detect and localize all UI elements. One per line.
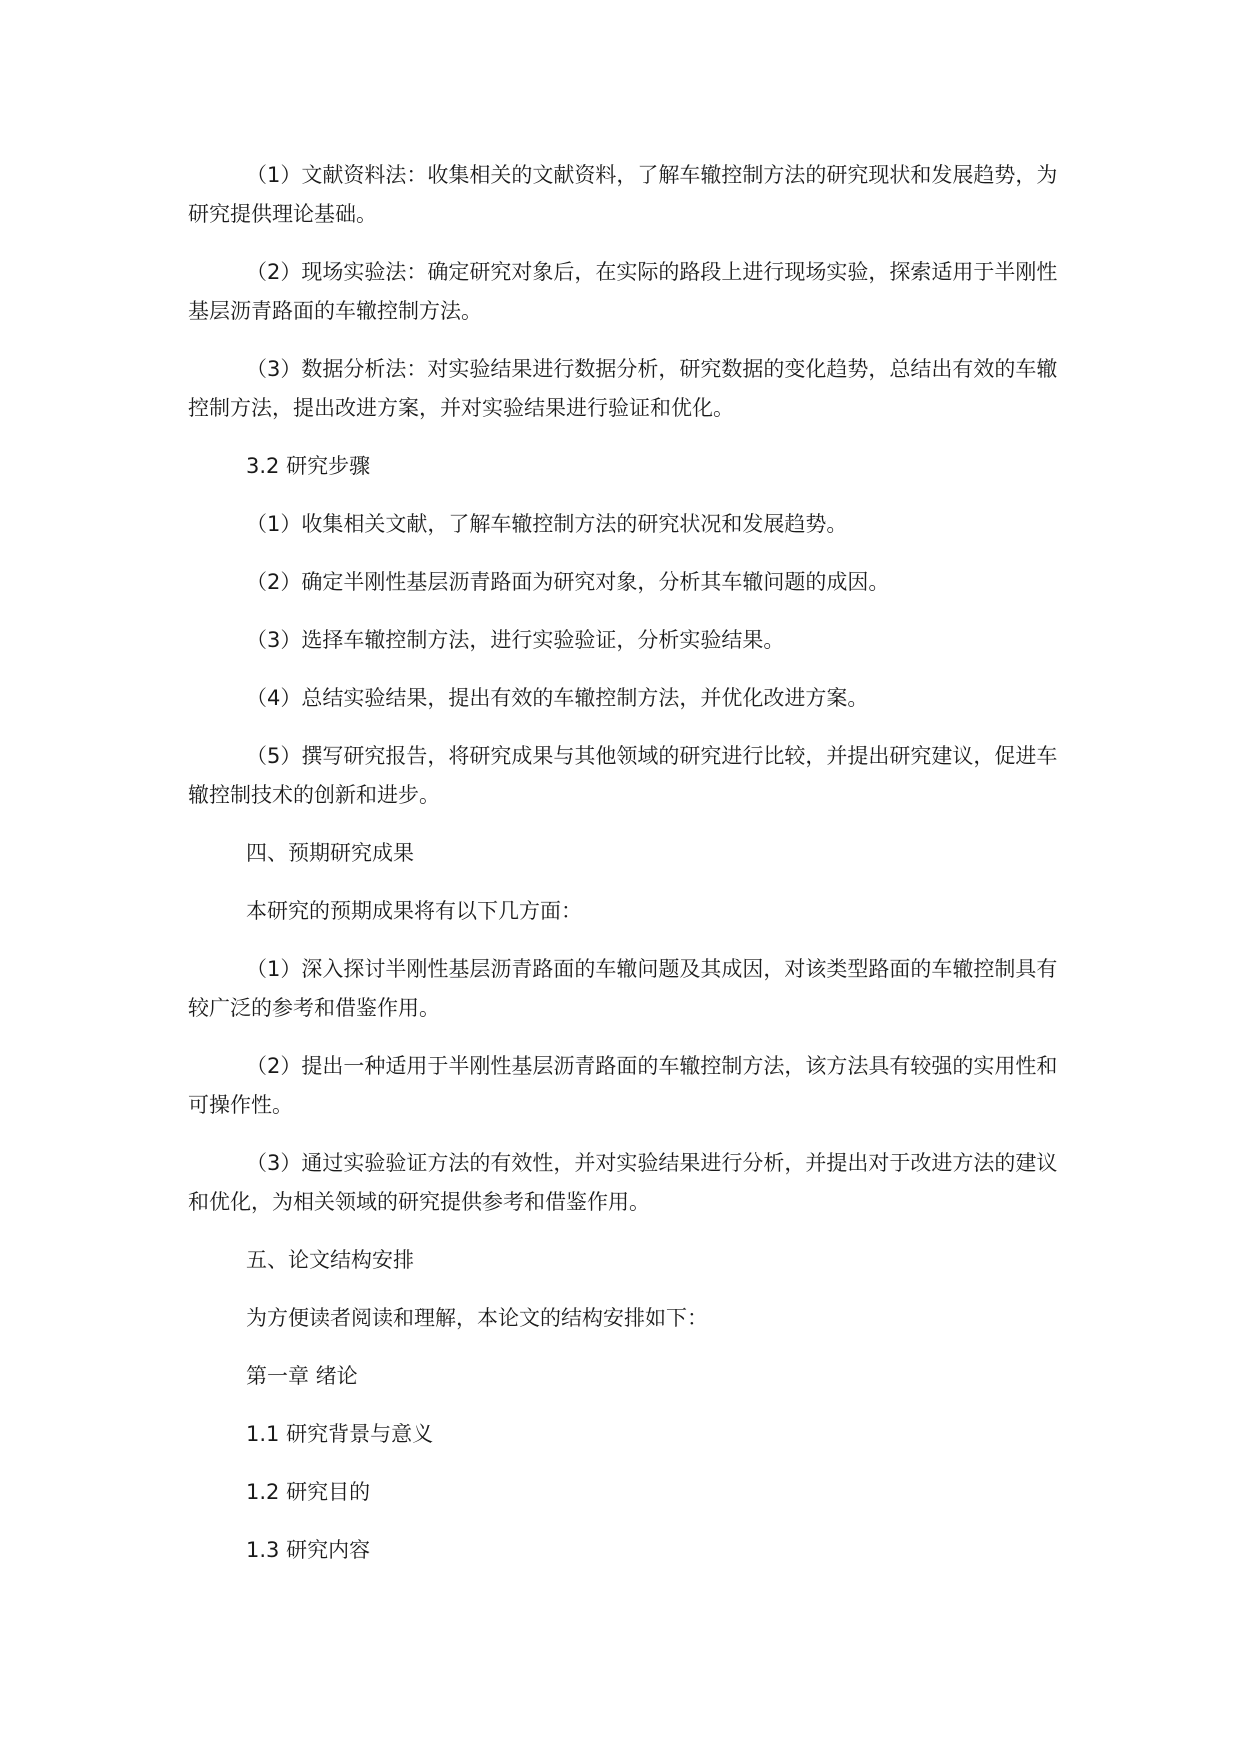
method-field-experiment-paragraph: （2）现场实验法：确定研究对象后，在实际的路段上进行现场实验，探索适用于半刚性基层沥青路面的车辙控制方法。 bbox=[188, 260, 1058, 323]
expected-results-intro: 本研究的预期成果将有以下几方面： bbox=[246, 899, 582, 923]
chapter-1-title: 第一章 绪论 bbox=[246, 1364, 358, 1388]
step-2-paragraph: （2）确定半刚性基层沥青路面为研究对象，分析其车辙问题的成因。 bbox=[246, 570, 890, 594]
method-literature-paragraph: （1）文献资料法：收集相关的文献资料，了解车辙控制方法的研究现状和发展趋势，为研究提供理论基础。 bbox=[188, 163, 1058, 226]
step-4-paragraph: （4）总结实验结果，提出有效的车辙控制方法，并优化改进方案。 bbox=[246, 686, 869, 710]
step-5-paragraph: （5）撰写研究报告，将研究成果与其他领域的研究进行比较，并提出研究建议，促进车辙控制技术的创新和进步。 bbox=[188, 744, 1058, 807]
expected-result-2-paragraph: （2）提出一种适用于半刚性基层沥青路面的车辙控制方法，该方法具有较强的实用性和可操作性。 bbox=[188, 1054, 1058, 1117]
expected-result-1-paragraph: （1）深入探讨半刚性基层沥青路面的车辙问题及其成因，对该类型路面的车辙控制具有较广泛的参考和借鉴作用。 bbox=[188, 957, 1058, 1020]
method-data-analysis-paragraph: （3）数据分析法：对实验结果进行数据分析，研究数据的变化趋势，总结出有效的车辙控制方法，提出改进方案，并对实验结果进行验证和优化。 bbox=[188, 357, 1058, 420]
section-1-3-title: 1.3 研究内容 bbox=[246, 1538, 371, 1562]
expected-result-3-paragraph: （3）通过实验验证方法的有效性，并对实验结果进行分析，并提出对于改进方法的建议和优化，为相关领域的研究提供参考和借鉴作用。 bbox=[188, 1151, 1058, 1214]
step-1-paragraph: （1）收集相关文献，了解车辙控制方法的研究状况和发展趋势。 bbox=[246, 512, 848, 536]
thesis-structure-intro: 为方便读者阅读和理解，本论文的结构安排如下： bbox=[246, 1306, 708, 1330]
document-body bbox=[188, 156, 1058, 1589]
section-heading-thesis-structure: 五、论文结构安排 bbox=[246, 1248, 414, 1272]
section-1-2-title: 1.2 研究目的 bbox=[246, 1480, 371, 1504]
section-heading-expected-results: 四、预期研究成果 bbox=[246, 841, 414, 865]
section-1-1-title: 1.1 研究背景与意义 bbox=[246, 1422, 434, 1446]
step-3-paragraph: （3）选择车辙控制方法，进行实验验证，分析实验结果。 bbox=[246, 628, 785, 652]
section-heading-research-steps: 3.2 研究步骤 bbox=[246, 454, 371, 478]
